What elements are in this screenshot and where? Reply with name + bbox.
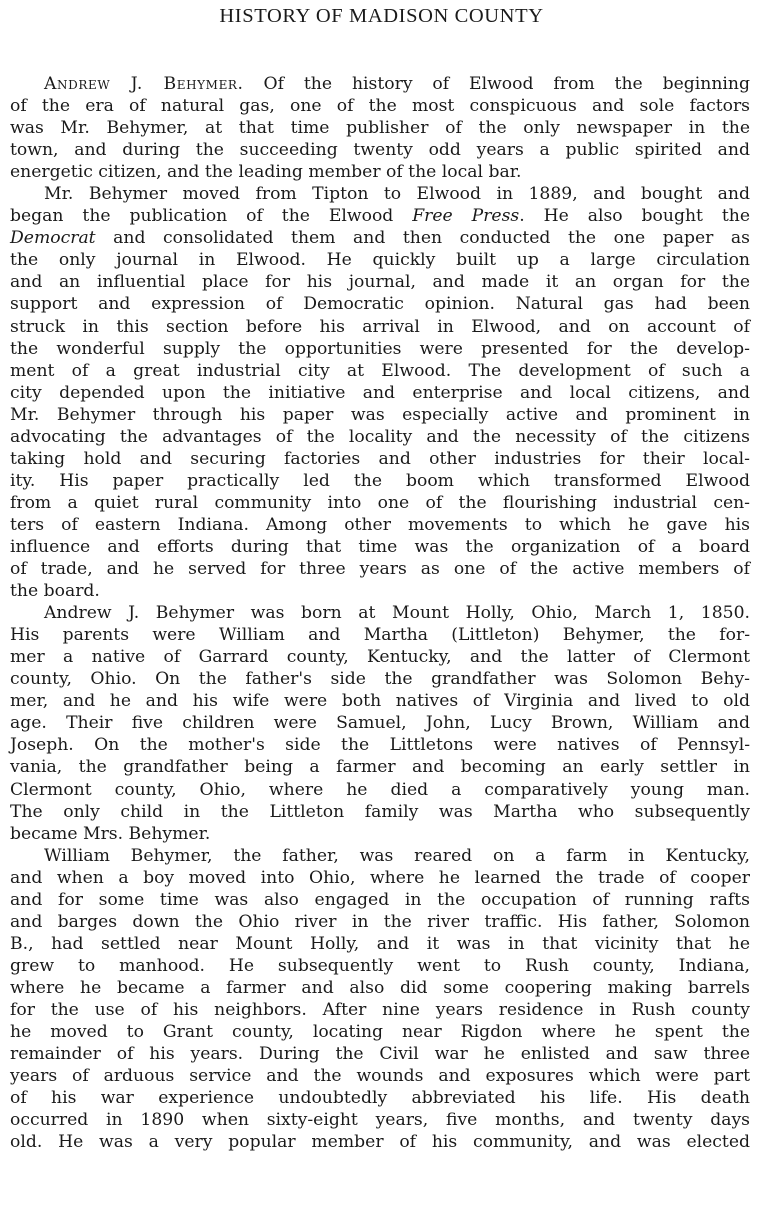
text-line: remainder of his years. During the Civil war he enlisted and saw three [10,1044,750,1065]
text-line: ment of a great industrial city at Elwood. The development of such a [10,360,750,381]
text-line: energetic citizen, and the leading member of the local bar. [10,162,522,183]
text-line: old. He was a very popular member of his community, and was elected [10,1132,750,1153]
text-line: William Behymer, the father, was reared on a farm in Kentucky, [44,845,750,866]
text-line: began the publication of the Elwood Free Press. He also bought the [10,206,750,227]
text-line: and when a boy moved into Ohio, where he learned the trade of cooper [10,867,750,888]
text-line: city depended upon the initiative and enterprise and local citizens, and [10,382,750,403]
text-line: grew to manhood. He subsequently went to Rush county, Indiana, [10,955,750,976]
text-line: town, and during the succeeding twenty odd years a public spirited and [10,140,750,161]
text-line: Mr. Behymer through his paper was especially active and prominent in [10,404,750,425]
running-head: HISTORY OF MADISON COUNTY [219,5,544,27]
text-line: of the era of natural gas, one of the most conspicuous and sole factors [10,96,750,117]
text-line: ity. His paper practically led the boom which transformed Elwood [10,470,750,491]
text-line: Democrat and consolidated them and then conducted the one paper as [10,228,750,249]
text-line: where he became a farmer and also did some coopering making barrels [10,977,750,998]
text-line: Clermont county, Ohio, where he died a comparatively young man. [10,779,750,800]
text-line: Andrew J. Behymer was born at Mount Holly, Ohio, March 1, 1850. [44,603,750,624]
text-line: Mr. Behymer moved from Tipton to Elwood in 1889, and bought and [44,184,750,205]
text-line: the wonderful supply the opportunities were presented for the develop- [10,338,750,359]
text-line: ters of eastern Indiana. Among other movements to which he gave his [10,514,750,535]
text-line: mer, and he and his wife were both natives of Virginia and lived to old [10,691,750,712]
text-line: years of arduous service and the wounds and exposures which were part [10,1066,750,1087]
text-line: taking hold and securing factories and other industries for their local- [10,448,750,469]
text-line: for the use of his neighbors. After nine years residence in Rush county [10,999,750,1020]
newspaper-title: Democrat [10,228,96,249]
text-line: the only journal in Elwood. He quickly built up a large circulation [10,250,750,271]
text-line: and for some time was also engaged in the occupation of running rafts [10,889,750,910]
text-line: the board. [10,581,100,602]
text-line: influence and efforts during that time was the organization of a board [10,536,750,557]
text-line: The only child in the Littleton family was Martha who subsequently [10,801,750,822]
text-line: he moved to Grant county, locating near Rigdon where he spent the [10,1022,750,1043]
text-line: and barges down the Ohio river in the river traffic. His father, Solomon [10,911,750,932]
text-line: became Mrs. Behymer. [10,823,211,844]
text-line: vania, the grandfather being a farmer and becoming an early settler in [10,757,750,778]
text-line: B., had settled near Mount Holly, and it was in that vicinity that he [10,933,750,954]
text-line: of trade, and he served for three years as one of the active members of [10,559,750,580]
text-line: was Mr. Behymer, at that time publisher of the only newspaper in the [10,118,750,139]
text-line: from a quiet rural community into one of the flourishing industrial cen- [10,492,750,513]
text-line: and an influential place for his journal, and made it an organ for the [10,272,750,293]
text-line: age. Their five children were Samuel, John, Lucy Brown, William and [10,713,750,734]
text-line: struck in this section before his arrival in Elwood, and on account of [10,316,750,337]
text-line: support and expression of Democratic opinion. Natural gas had been [10,294,750,315]
text-line: occurred in 1890 when sixty-eight years, five months, and twenty days [10,1110,750,1131]
newspaper-title: Free Press [412,206,520,227]
subject-name: Andrew J. Behymer. [44,74,244,94]
text-line: mer a native of Garrard county, Kentucky, and the latter of Clermont [10,647,750,668]
text-line: Joseph. On the mother's side the Littletons were natives of Pennsyl- [10,735,750,756]
text-line: of his war experience undoubtedly abbreviated his life. His death [10,1088,750,1109]
text-line: His parents were William and Martha (Littleton) Behymer, the for- [10,625,750,646]
article-body [10,73,750,1153]
text-line: county, Ohio. On the father's side the grandfather was Solomon Behy- [10,669,750,690]
text-line: Andrew J. Behymer. Of the history of Elwood from the beginning [44,74,750,94]
text-line: advocating the advantages of the locality and the necessity of the citizens [10,426,750,447]
